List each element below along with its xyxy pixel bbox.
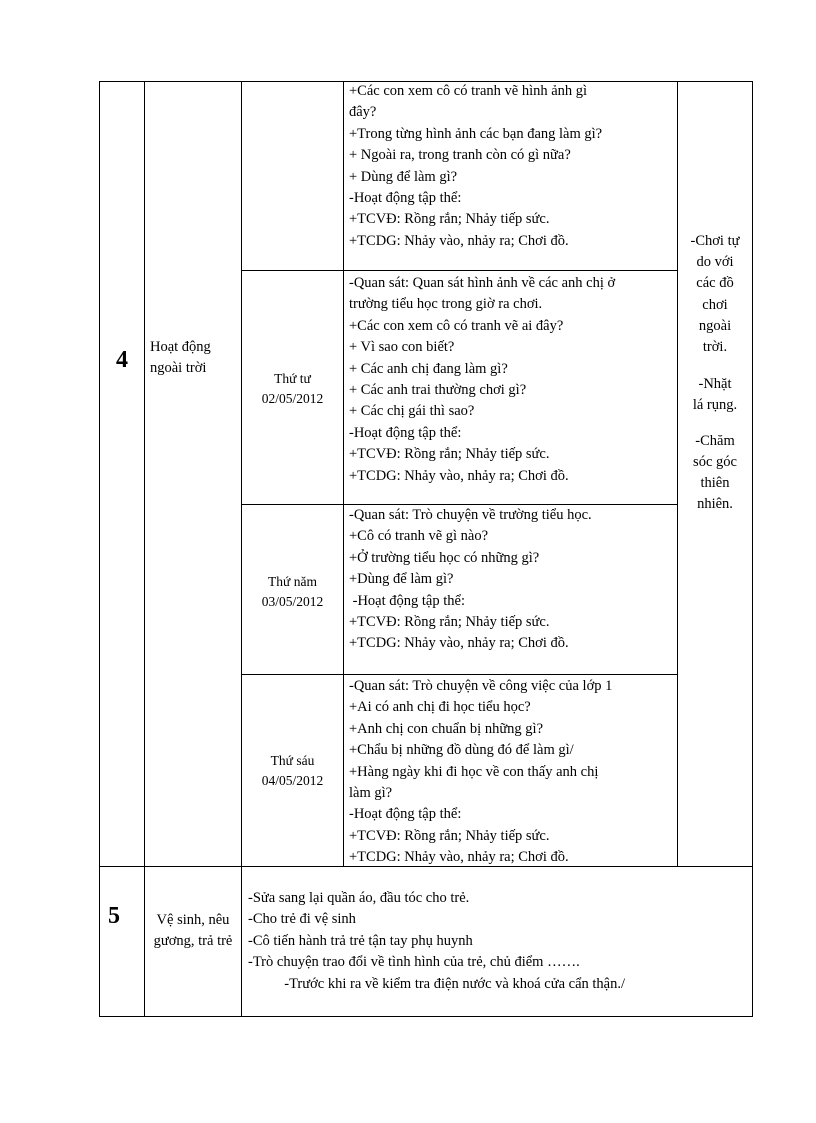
- content-line: -Hoạt động tập thể:: [349, 424, 462, 441]
- free-play-spacer: [678, 417, 752, 431]
- content-line: +Ở trường tiểu học có những gì?: [349, 549, 540, 566]
- day-label-friday: [242, 751, 343, 791]
- content-line: đây?: [349, 104, 377, 121]
- free-play-line: ngoài: [698, 317, 732, 334]
- free-play-line: chơi: [702, 296, 728, 313]
- day-date: 04/05/2012: [261, 773, 324, 788]
- content-line: +Hàng ngày khi đi học về con thấy anh chị: [349, 763, 599, 780]
- content-line: làm gì?: [349, 785, 393, 802]
- content-line: trường tiểu học trong giờ ra chơi.: [349, 296, 543, 313]
- table-left-border: [99, 81, 100, 1017]
- day-row-2-content: [349, 273, 675, 487]
- content-line: + Ngoài ra, trong tranh còn có gì nữa?: [349, 147, 571, 164]
- content-line: +Các con xem cô có tranh vẽ ai đây?: [349, 317, 564, 334]
- free-play-line: do với: [696, 254, 734, 271]
- content-line: +Cô có tranh vẽ gì nào?: [349, 528, 489, 545]
- content-line: +TCDG: Nhảy vào, nhảy ra; Chơi đồ.: [349, 635, 569, 652]
- content-line: -Hoạt động tập thể:: [349, 592, 465, 609]
- content-line: +TCDG: Nhảy vào, nhảy ra; Chơi đồ.: [349, 849, 569, 866]
- day-name: Thứ năm: [268, 574, 317, 589]
- free-play-line: -Chăm: [695, 432, 735, 449]
- free-play-line: lá rụng.: [692, 397, 738, 414]
- content-line: +TCVĐ: Rồng rắn; Nhảy tiếp sức.: [349, 614, 550, 631]
- content-line: -Trước khi ra về kiểm tra điện nước và khoá cửa cẩn thận./: [248, 975, 625, 992]
- content-line: -Sửa sang lại quần áo, đầu tóc cho trẻ.: [248, 890, 470, 906]
- free-play-line: nhiên.: [697, 496, 733, 513]
- content-line: + Các anh trai thường chơi gì?: [349, 382, 527, 399]
- section-5-activity: Vệ sinh, nêu gương, trả trẻ: [153, 912, 233, 949]
- day-label-wednesday: [242, 369, 343, 409]
- content-line: + Vì sao con biết?: [349, 339, 455, 356]
- content-line: +Trong từng hình ảnh các bạn đang làm gì?: [349, 125, 603, 142]
- section-5-content: [248, 888, 748, 995]
- row-divider-3: [241, 674, 678, 675]
- day-row-3-content: [349, 505, 675, 655]
- day-date: 03/05/2012: [261, 594, 324, 609]
- content-line: +TCDG: Nhảy vào, nhảy ra; Chơi đồ.: [349, 232, 569, 249]
- content-line: +Dùng để làm gì?: [349, 571, 454, 588]
- content-line: +TCVĐ: Rồng rắn; Nhảy tiếp sức.: [349, 211, 550, 228]
- content-line: -Cô tiến hành trả trẻ tận tay phụ huynh: [248, 932, 473, 949]
- content-line: + Các anh chị đang làm gì?: [349, 360, 508, 377]
- section-5-number: 5: [108, 903, 120, 929]
- day-date: 02/05/2012: [261, 391, 324, 406]
- col-divider-activity: [241, 81, 242, 1017]
- content-line: -Quan sát: Trò chuyện về công việc của lớp 1: [349, 678, 613, 694]
- free-play-line: thiên: [700, 475, 730, 492]
- free-play-line: -Nhặt: [698, 376, 732, 393]
- day-row-4-content: [349, 676, 675, 869]
- content-line: -Quan sát: Quan sát hình ảnh về các anh chị ở: [349, 275, 616, 291]
- row-divider-1: [241, 270, 678, 271]
- content-line: -Trò chuyện trao đổi về tình hình của trẻ, chủ điểm …….: [248, 954, 580, 971]
- content-line: +Chẩu bị những đồ dùng đó để làm gì/: [349, 742, 574, 759]
- content-line: + Dùng để làm gì?: [349, 168, 458, 185]
- free-play-column: [678, 231, 752, 515]
- content-line: +Anh chị con chuẩn bị những gì?: [349, 720, 544, 737]
- content-line: +Ai có anh chị đi học tiểu học?: [349, 699, 531, 716]
- day-name: Thứ sáu: [270, 753, 315, 768]
- section-4-activity: Hoạt động ngoài trời: [150, 339, 211, 376]
- day-name: Thứ tư: [274, 371, 311, 386]
- content-line: +TCVĐ: Rồng rắn; Nhảy tiếp sức.: [349, 827, 550, 844]
- free-play-line: trời.: [702, 339, 728, 356]
- free-play-line: sóc góc: [693, 453, 737, 470]
- content-line: -Hoạt động tập thể:: [349, 190, 462, 207]
- col-divider-day: [343, 81, 344, 867]
- content-line: -Quan sát: Trò chuyện về trường tiểu học.: [349, 507, 592, 523]
- content-line: +Các con xem cô có tranh vẽ hình ảnh gì: [349, 83, 588, 99]
- col-divider-number: [144, 81, 145, 1017]
- free-play-spacer: [678, 358, 752, 374]
- free-play-line: -Chơi tự: [690, 233, 740, 249]
- day-label-thursday: [242, 572, 343, 612]
- content-line: -Cho trẻ đi vệ sinh: [248, 911, 356, 928]
- section-4-number: 4: [116, 347, 128, 373]
- content-line: +TCVĐ: Rồng rắn; Nhảy tiếp sức.: [349, 446, 550, 463]
- content-line: -Hoạt động tập thể:: [349, 806, 462, 823]
- table-right-border: [752, 81, 753, 1017]
- content-line: + Các chị gái thì sao?: [349, 403, 475, 420]
- free-play-line: các đồ: [696, 275, 734, 292]
- content-line: +TCDG: Nhảy vào, nhảy ra; Chơi đồ.: [349, 467, 569, 484]
- day-row-1-content: [349, 81, 675, 252]
- table-bottom-border: [99, 1016, 753, 1017]
